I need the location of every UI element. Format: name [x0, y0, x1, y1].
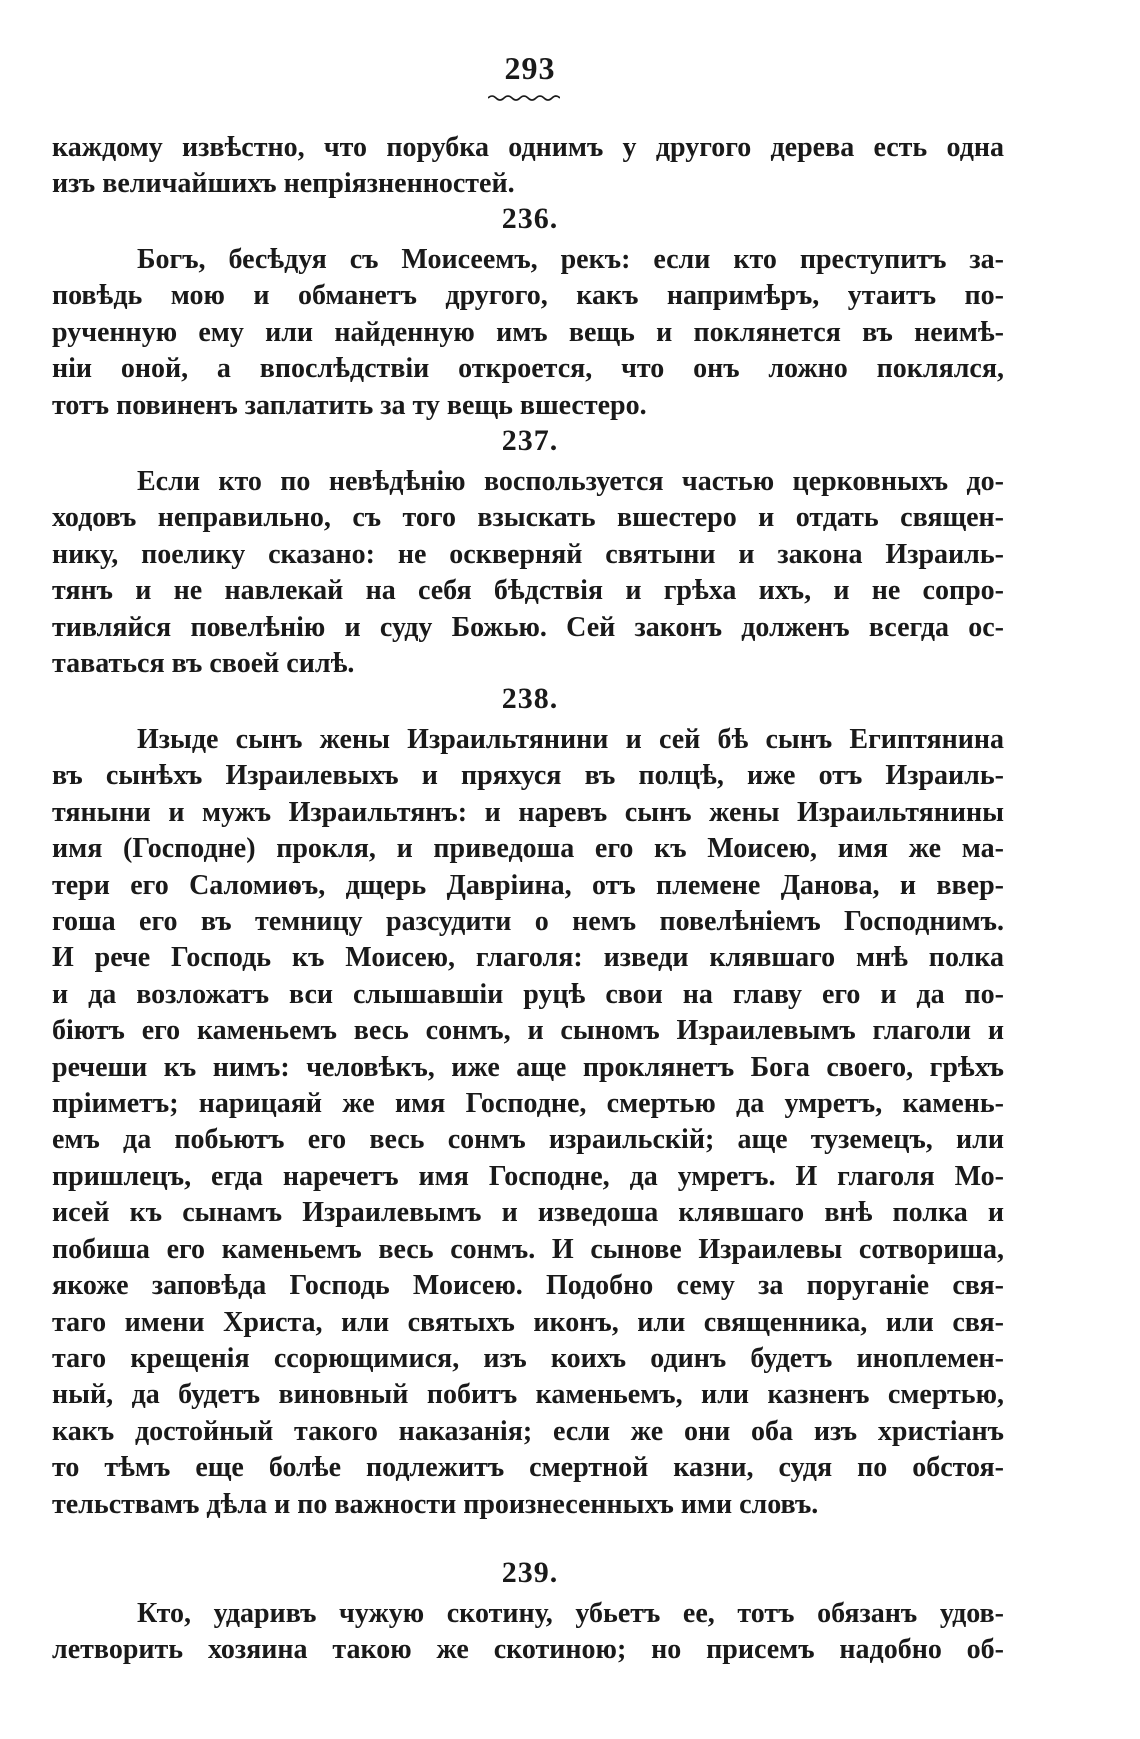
text-line: и да возложатъ вси слышавшіи руцѣ свои на главу его и да по-: [52, 978, 1004, 1010]
text-line: въ сынѣхъ Израилевыхъ и пряхуся въ полцѣ, иже отъ Израиль-: [52, 760, 1004, 792]
section-238-text: [52, 722, 1004, 1523]
text-line: таго крещенія ссорющимися, изъ коихъ одинъ будетъ иноплемен-: [52, 1342, 1004, 1374]
text-line: ный, да будетъ виновный побитъ каменьемъ, или казненъ смертью,: [52, 1379, 1004, 1411]
page-number: 293: [504, 50, 556, 86]
section-239-text: [52, 1596, 1004, 1669]
text-line: тивляйся повелѣнію и суду Божью. Сей законъ долженъ всегда ос-: [52, 611, 1004, 643]
text-line: біютъ его каменьемъ весь сонмъ, и сыномъ Израилевымъ глаголи и: [52, 1015, 1004, 1047]
section-number-239: 239.: [501, 1556, 559, 1589]
text-line: нику, поелику сказано: не оскверняй святыни и закона Израиль-: [52, 538, 1004, 570]
text-line: Изыде сынъ жены Израильтянини и сей бѣ сынъ Египтянина: [137, 724, 1004, 755]
text-line: пріиметъ; нарицаяй же имя Господне, смертью да умретъ, камень-: [52, 1088, 1004, 1120]
text-line: рученную ему или найденную имъ вещь и поклянется въ неимѣ-: [52, 316, 1004, 348]
text-line: каждому извѣстно, что порубка однимъ у другого дерева есть одна: [52, 132, 1004, 163]
text-line: летворить хозяина такою же скотиною; но присемъ надобно об-: [52, 1634, 1004, 1666]
text-line: имя (Господне) прокля, и приведоша его къ Моисею, имя же ма-: [52, 833, 1004, 865]
text-line: пришлецъ, егда наречетъ имя Господне, да умретъ. И глаголя Мо-: [52, 1160, 1004, 1192]
text-line: якоже заповѣда Господь Моисею. Подобно сему за поруганіе свя-: [52, 1270, 1004, 1302]
text-line: тяныни и мужъ Израильтянъ: и наревъ сынъ жены Израильтянины: [52, 796, 1004, 828]
section-236-text: [52, 242, 1004, 424]
text-line: речеши къ нимъ: человѣкъ, иже аще проклянетъ Бога своего, грѣхъ: [52, 1051, 1004, 1083]
text-line: ніи оной, а впослѣдствіи откроется, что онъ ложно поклялся,: [52, 353, 1004, 385]
text-line: тянъ и не навлекай на себя бѣдствія и грѣха ихъ, и не сопро-: [52, 575, 1004, 607]
text-line: тотъ повиненъ заплатить за ту вещь вшестеро.: [52, 389, 647, 421]
text-line: Если кто по невѣдѣнію воспользуется частью церковныхъ до-: [137, 466, 1004, 497]
text-line: Богъ, бесѣдуя съ Моисеемъ, рекъ: если кто преступитъ за-: [137, 244, 1004, 275]
text-line: изъ величайшихъ непріязненностей.: [52, 168, 515, 200]
continuation-paragraph: [52, 130, 1004, 203]
text-line: исей къ сынамъ Израилевымъ и изведоша клявшаго внѣ полка и: [52, 1197, 1004, 1229]
text-line: повѣдь мою и обманетъ другого, какъ напримѣръ, утаитъ по-: [52, 280, 1004, 312]
text-line: Кто, ударивъ чужую скотину, убьетъ ее, тотъ обязанъ удов-: [137, 1598, 1004, 1629]
text-line: И рече Господь къ Моисею, глаголя: изведи клявшаго мнѣ полка: [52, 942, 1004, 974]
text-line: таго имени Христа, или святыхъ иконъ, или священника, или свя-: [52, 1306, 1004, 1338]
text-line: ходовъ неправильно, съ того взыскать вшестеро и отдать священ-: [52, 502, 1004, 534]
text-line: гоша его въ темницу разсудити о немъ повелѣніемъ Господнимъ.: [52, 906, 1004, 938]
text-line: емъ да побьютъ его весь сонмъ израильскій; аще туземецъ, или: [52, 1124, 1004, 1156]
text-line: какъ достойный такого наказанія; если же они оба изъ христіанъ: [52, 1415, 1004, 1447]
text-line: таваться въ своей силѣ.: [52, 648, 355, 680]
text-line: побиша его каменьемъ весь сонмъ. И сынове Израилевы сотвориша,: [52, 1233, 1004, 1265]
text-line: то тѣмъ еще болѣе подлежитъ смертной казни, судя по обстоя-: [52, 1452, 1004, 1484]
text-line: тельствамъ дѣла и по важности произнесенныхъ ими словъ.: [52, 1488, 819, 1520]
section-number-238: 238.: [501, 682, 559, 715]
section-number-237: 237.: [501, 424, 559, 457]
section-237-text: [52, 464, 1004, 682]
wavy-underline-ornament: [488, 94, 560, 102]
section-number-236: 236.: [501, 202, 559, 235]
text-line: тери его Саломиѳъ, дщерь Давріина, отъ племене Данова, и ввер-: [52, 869, 1004, 901]
